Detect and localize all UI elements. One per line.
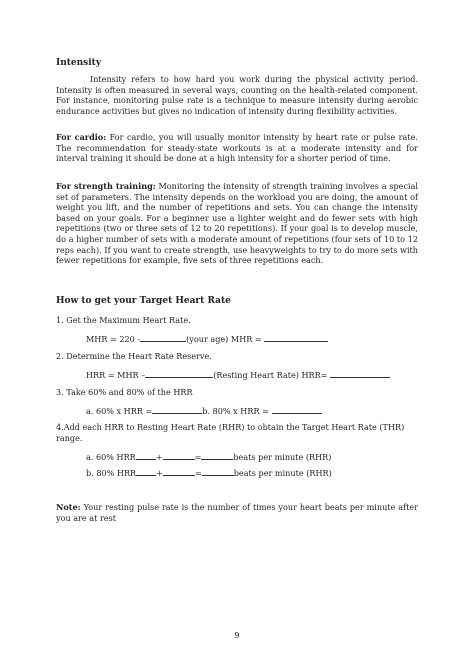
- intensity-paragraph: Intensity refers to how hard you work during the physical activity period. Intensity is often measured in several ways, counting on the health-related component. For instance, monitoring pulse rate is a technique to measure intensity during aerobic endurance activities but gives no indication of intensity during flexibility activities.: [56, 74, 418, 116]
- thr-60-hrr-blank[interactable]: [136, 451, 156, 460]
- thr-row-80-label: b. 80% HRR: [86, 468, 137, 478]
- thr-60-result-blank[interactable]: [201, 451, 233, 460]
- thr-80-rhr-blank[interactable]: [163, 467, 195, 476]
- thr-row-80: [86, 467, 332, 479]
- hrr-formula-middle: (Resting Heart Rate) HRR=: [213, 370, 328, 380]
- equals-sign: =: [194, 468, 202, 478]
- page-number: 9: [234, 630, 240, 640]
- mhr-formula-middle: (your age) MHR =: [186, 334, 262, 344]
- intensity-heading: Intensity: [56, 58, 102, 68]
- equals-sign: =: [194, 452, 202, 462]
- thr-80-hrr-blank[interactable]: [136, 467, 156, 476]
- mhr-formula: [86, 333, 328, 345]
- strength-paragraph: [56, 181, 418, 266]
- pct-60-blank[interactable]: [152, 405, 202, 414]
- hrr-formula: [86, 369, 390, 381]
- cardio-text: For cardio, you will usually monitor intensity by heart rate or pulse rate. The recommendation for steady-state workouts is at a moderate intensity and for interval training it should be done at a high intensity for a shorter period of time.: [56, 132, 418, 164]
- cardio-label: For cardio:: [56, 132, 107, 142]
- resting-heart-rate-blank[interactable]: [145, 369, 213, 378]
- note-text: Your resting pulse rate is the number of times your heart beats per minute after you are at rest: [56, 502, 418, 523]
- plus-sign: +: [156, 468, 163, 478]
- bpm-label: beats per minute (RHR): [233, 452, 332, 462]
- thr-row-60-label: a. 60% HRR: [86, 452, 136, 462]
- mhr-formula-start: MHR = 220 -: [86, 334, 141, 344]
- cardio-paragraph: [56, 132, 418, 164]
- age-blank[interactable]: [140, 333, 186, 342]
- pct-80-blank[interactable]: [272, 405, 322, 414]
- strength-text: Monitoring the intensity of strength training involves a special set of parameters. The intensity depends on the workload you are doing, the amount of weight you lift, and the number of repetitions and sets. You can change the intensity based on your goals. For a beginner use a lighter weight and do fewer sets with high repetitions (two or three sets of 12 to 20 repetitions). If your goal is to develop muscle, do a higher number of sets with a moderate amount of repetitions (four sets of 10 to 12 reps each). If you want to create strength, use heavyweights to try to do more sets with fewer repetitions for example, five sets of three repetitions each.: [56, 181, 418, 266]
- thr-row-60: [86, 451, 331, 463]
- strength-label: For strength training:: [56, 181, 156, 191]
- note-label: Note:: [56, 502, 81, 512]
- step-2: 2. Determine the Heart Rate Reserve.: [56, 351, 212, 361]
- step-3: 3. Take 60% and 80% of the HRR: [56, 387, 193, 397]
- step-4-line-1: 4.Add each HRR to Resting Heart Rate (RHR) to obtain the Target Heart Rate (THR): [56, 422, 405, 432]
- note-paragraph: [56, 502, 418, 523]
- thr-80-result-blank[interactable]: [202, 467, 234, 476]
- bpm-label: beats per minute (RHR): [233, 468, 332, 478]
- step-4-line-2: range.: [56, 433, 83, 443]
- pct-80-label: b. 80% x HRR =: [202, 406, 269, 416]
- thr-60-rhr-blank[interactable]: [163, 451, 195, 460]
- hrr-formula-start: HRR = MHR –: [86, 370, 146, 380]
- plus-sign: +: [155, 452, 163, 462]
- pct-60-label: a. 60% x HRR =: [86, 406, 153, 416]
- mhr-result-blank[interactable]: [264, 333, 328, 342]
- target-heart-rate-heading: How to get your Target Heart Rate: [56, 296, 231, 306]
- step-1: 1. Get the Maximum Heart Rate.: [56, 315, 191, 325]
- hrr-result-blank[interactable]: [330, 369, 390, 378]
- percentage-formula: [86, 405, 322, 417]
